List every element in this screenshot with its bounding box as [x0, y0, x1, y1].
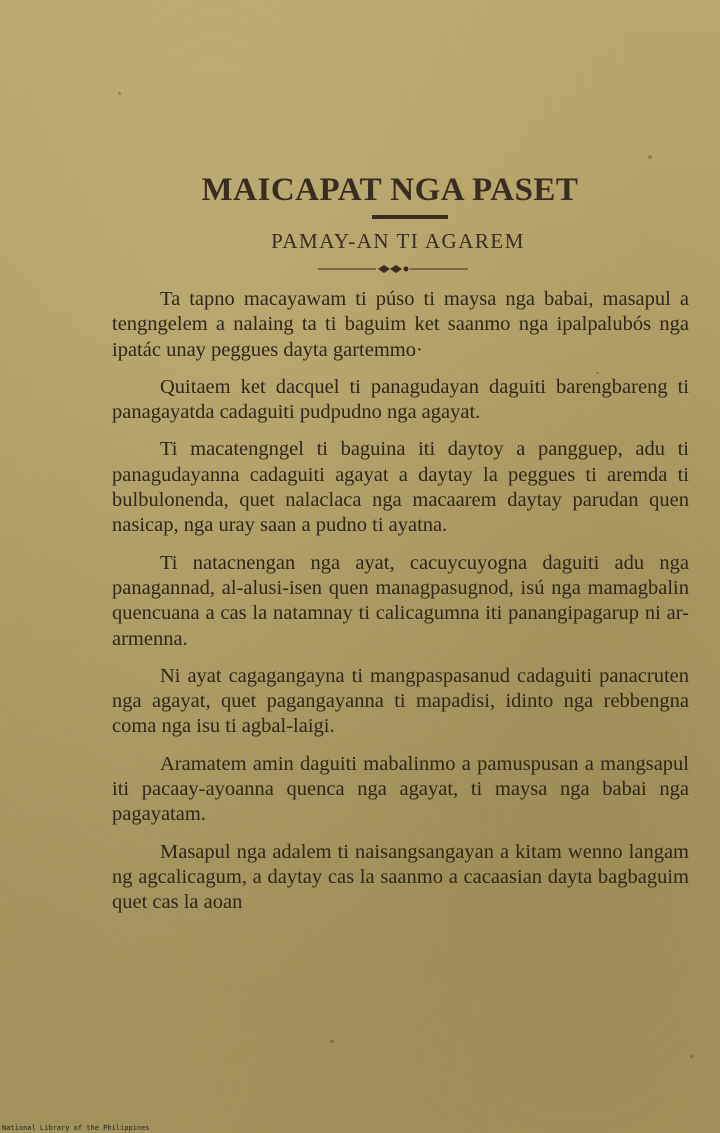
paragraph-2: Quitaem ket dacquel ti panagudayan daguiti barengbareng ti panagayatda cadaguiti pudpudno nga agayat. [112, 375, 689, 424]
ornament-divider [318, 262, 468, 276]
paper-speck [690, 1055, 693, 1058]
body-text [112, 287, 689, 928]
title-rule [372, 215, 448, 219]
paragraph-5: Ni ayat cagagangayna ti mangpaspasanud cadaguiti panacruten nga agayat, quet pagangayanna ti mapadisi, idinto nga rebbengna coma nga isu ti agbal-laigi. [112, 664, 689, 738]
chapter-title: MAICAPAT NGA PASET [201, 172, 579, 208]
paper-speck [648, 155, 652, 159]
paragraph-6: Aramatem amin daguiti mabalinmo a pamuspusan a mangsapul iti pacaay-ayoanna quenca nga agayat, ti maysa nga babai nga pagayatam. [112, 752, 689, 826]
paragraph-4: Ti natacnengan nga ayat, cacuycuyogna daguiti adu nga panagannad, al-alusi-isen quen managpasugnod, isú nga mamagbalin quencuana a cas la natamnay ti calicagumna iti panangipagarup ni ar-armenna. [112, 551, 689, 650]
paragraph-3: Ti macatengngel ti baguina iti daytoy a panggueр, adu ti panagudayanna cadaguiti agayat a daytay la peggues ti aremda ti bulbulonenda, quet nalaclaca nga macaarem daytay parudan quen nasicap, nga uray saan a pudno ti ayatna. [112, 438, 689, 537]
library-credit: National Library of the Philippines [2, 1124, 150, 1132]
chapter-subtitle: PAMAY-AN TI AGAREM [271, 229, 525, 253]
paragraph-7: Masapul nga adalem ti naisangsangayan a kitam wenno langam ng agcalicagum, a daytay cas la saanmo a cacaasian dayta bagbaguim quet cas la aoan [112, 840, 689, 914]
paper-speck [330, 1040, 334, 1043]
paper-speck [118, 92, 121, 95]
paragraph-1: Ta tapno macayawam ti púso ti maysa nga babai, masapul a tengngelem a nalaing ta ti baguim ket saanmo nga ipalpalubós nga ipatác unay peggues dayta gartemmo· [112, 288, 689, 361]
